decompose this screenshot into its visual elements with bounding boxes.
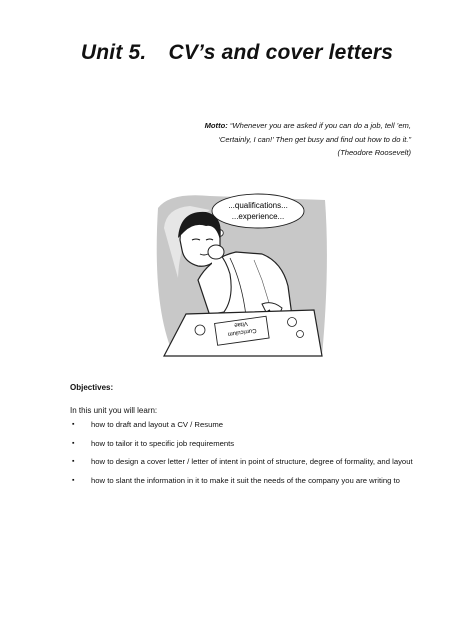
crumpled-paper <box>195 325 205 335</box>
motto-label: Motto: <box>204 121 228 130</box>
motto-block <box>141 119 411 160</box>
motto-text-1: “Whenever you are asked if you can do a job, tell ’em, <box>229 121 411 130</box>
thought-text-1: ...qualifications... <box>228 201 288 210</box>
illustration-frustrated-man <box>150 188 330 358</box>
list-item: ▪ how to tailor it to specific job requirements <box>72 438 235 448</box>
bullet-icon: ▪ <box>72 476 75 484</box>
motto-line-1 <box>141 119 411 133</box>
list-item: ▪ how to draft and layout a CV / Resume <box>72 420 224 429</box>
objectives-list <box>70 420 415 494</box>
list-item: ▪ how to slant the information in it to make it suit the needs of the company you are writing to <box>72 475 400 485</box>
unit-number: Unit 5. <box>80 41 147 64</box>
thought-text-2: ...experience... <box>231 212 285 221</box>
objectives-heading: Objectives: <box>70 383 114 392</box>
objectives-intro: In this unit you will learn: <box>70 406 158 415</box>
unit-title: CV’s and cover letters <box>168 41 394 64</box>
paper-text-2: Vitae <box>233 319 249 328</box>
bullet-icon: ▪ <box>72 458 75 465</box>
crumpled-paper <box>288 318 297 327</box>
paper-text-1: Curriculum <box>227 326 257 337</box>
page-title <box>0 41 474 65</box>
list-item: ▪ how to design a cover letter / letter of intent in point of structure, degree of formality, and layout <box>72 457 413 466</box>
motto-line-2: ‘Certainly, I can!’ Then get busy and find out how to do it.” <box>218 134 411 144</box>
bullet-icon: ▪ <box>72 421 75 428</box>
crumpled-paper <box>297 331 304 338</box>
motto-author: (Theodore Roosevelt) <box>337 148 411 157</box>
bullet-icon: ▪ <box>72 439 75 447</box>
